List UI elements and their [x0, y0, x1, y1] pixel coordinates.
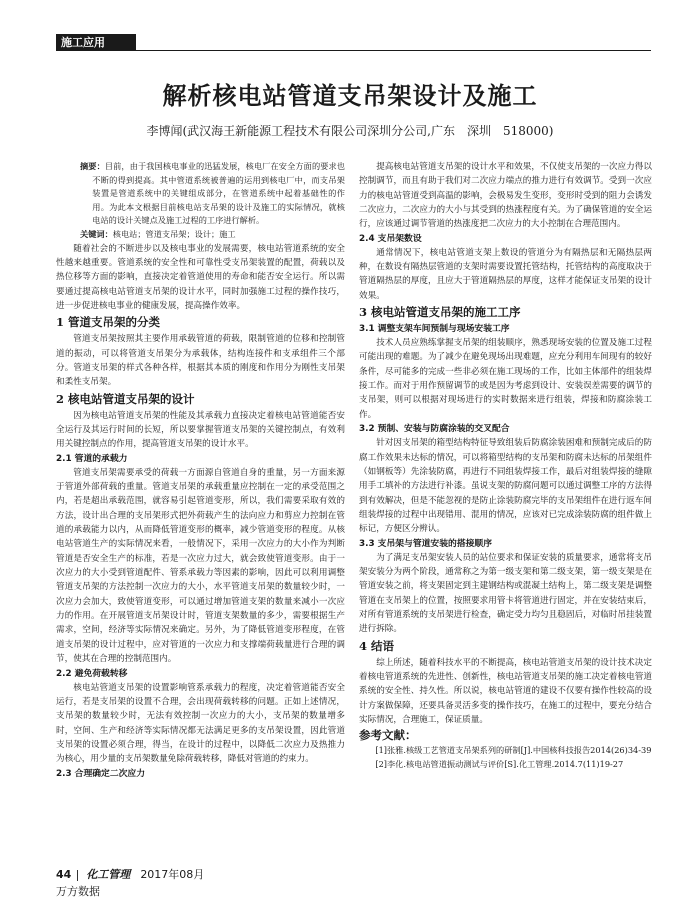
page-number: 44	[56, 868, 72, 881]
keywords-text: 核电站；管道支吊架；设计；施工	[112, 228, 236, 239]
subsection-heading-2-3: 2.3 合理确定二次应力	[56, 768, 146, 779]
magazine-logo: 化工管理	[86, 868, 131, 881]
left-column	[56, 160, 345, 781]
header-rule	[56, 50, 651, 51]
paragraph: 为了满足支吊架安装人员的站位要求和保证安装的质量要求，通常将支吊架安装分为两个阶段，通常称之为第一级支架和第二级支架，第一级支架是在管道安装之前，将支架固定到主建钢结构或混凝土结构上，第二级支架是调整管道在支吊架上的位置，按照要求用管卡将管道进行固定，并在安装结束后，对所有管道系统的支吊架进行检查，确定受力均匀且稳固后，对临时吊挂装置进行拆除。	[359, 552, 652, 635]
right-column	[359, 160, 652, 772]
keywords	[80, 228, 345, 242]
article-author: 李博闻(武汉海王新能源工程技术有限公司深圳分公司,广东 深圳 518000)	[146, 124, 554, 138]
section-heading-2: 2 核电站管道支吊架的设计	[56, 391, 195, 406]
paragraph: 核电站管道支吊架的设置影响管系承载力的程度，决定着管道能否安全运行，若是支吊架的设置不合理，会出现荷载转移的问题。正如上述情况，支吊架的数量较少时，无法有效控制一次应力的大小，支吊架的数量增多时，空间、生产和经济等实际情况都无法满足更多的支吊架设置，因此管道支吊架的设置必须合理，得当，在设计的过程中，以降低二次应力及热推力为核心，用少量的支吊架数量免除荷载转移，降低对管道的约束力。	[56, 682, 345, 765]
subsection-heading-2-2: 2.2 避免荷载转移	[56, 668, 128, 679]
paragraph: 针对因支吊架的箱型结构特征导致组装后防腐涂装困难和预制完成后的防腐工作效果未达标的情况，可以将箱型结构的支吊架和防腐未达标的吊架组件（如钢板等）先涂装防腐，再进行不同组装焊接工作，最后对组装焊接的缝隙用手工填补的方法进行补漆。虽说支架的防腐问题可以通过调整工序的方法得到有效解决，但是不能忽视的是防止涂装防腐完毕的支吊架组件在进行返车间组装焊接的过程中出现错用、混用的情况，应该对已完成涂装防腐的组件做上标记，方便区分辨认。	[359, 438, 652, 535]
paragraph: 提高核电站管道支吊架的设计水平和效果，不仅使支吊架的一次应力得以控制调节，而且有助于我们对二次应力端点的推力进行有效调节。受到一次应力的核电站管道受到高温的影响，会极易发生变形，变形时受到的阻力会诱发二次应力，二次应力的大小与其受到的热涨程度有关。为了确保管道的安全运行，应该通过调节管道的热涨度把二次应力的大小控制在合理范围内。	[359, 162, 652, 230]
paragraph: 技术人员应熟练掌握支吊架的组装顺序，熟悉现场安装的位置及施工过程可能出现的难题。为了减少在避免现场出现难题，应充分利用车间现有的较好条件，尽可能多的完成一些非必须在施工现场的工作，比如主体部件的组装焊接工作。而对于用作预留调节的或是因为考虑到设计、安装误差需要的调节的支吊架，则可以根据对现场进行的实时数据来进行组装，焊接和防腐涂装工作。	[359, 338, 652, 420]
issue-date: 2017年08月	[140, 868, 205, 881]
subsection-heading-2-4: 2.4 支吊架数设	[359, 233, 422, 244]
abstract-text: 目前，由于我国核电事业的迅猛发展，核电厂在安全方面的要求也不断的得到提高。其中管道系统被普遍的运用到核电厂中，而支吊架装置是管道系统中的关键组成部分，在管道系统中起着基础性的作用。为此本文根据目前核电站支吊架的设计及施工的实际情况，就核电站的设计关键点及施工过程的工序进行解析。	[92, 161, 345, 226]
paragraph: 管道支吊架需要承受的荷载一方面源自管道自身的重量，另一方面来源于管道外部荷载的重量。管道支吊架的承载重量应控制在一定的承受范围之内，若是超出承载范围，就容易引起管道变形，所以，我们需要采取有效的方法，设计出合理的支吊架形式把外荷载产生的法向应力和剪应力控制在管道的承载能力以内，从而降低管道变形的概率，减少管道变形的程度。从核电站管道生产的实际情况来看，一般情况下，采用一次应力的大小作为判断管道是否安全生产的标准，若是一次应力过大，就会致使管道变形。由于一次应力的大小受到管道配件、管系承载力等因素的影响，因此可以利用调整管道支吊架的方法控制一次应力的大小，水平管道支吊架的数量较少时，一次应力会加大，致使管道变形，可以通过增加管道支架的数量来减小一次应力的作用。在开展管道支吊架设计时，管道支架数量的多少，需要根据生产需求，空间，经济等实际情况来确定。另外，为了降低管道变形程度，在管道支吊架的设计过程中，应对管道的一次应力和支撑端荷载量进行合理的调节，使其在合理的控制范围内。	[56, 467, 345, 665]
intro-paragraph: 随着社会的不断进步以及核电事业的发展需要，核电站管道系统的安全性越来越重要。管道系统的安全性和可靠性受支吊架装置的配置，荷载以及热位移等方面的影响，直接决定着管道使用的寿命和能否安全运行。所以需要通过提高核电站管道支吊架的设计水平，同时加强施工过程的操作技巧，进一步促进核电事业的健康发展，提高操作效率。	[56, 243, 345, 311]
abstract-label: 摘要：	[80, 161, 105, 171]
page-footer	[56, 866, 204, 882]
paragraph: 因为核电站管道支吊架的性能及其承载力直接决定着核电站管道能否安全运行及其运行时间的长短，所以要掌握管道支吊架的关键控制点，有效利用关键控制点的作用，提高管道支吊架的设计水平。	[56, 410, 345, 450]
subsection-heading-2-1: 2.1 管道的承载力	[56, 453, 128, 464]
keywords-label: 关键词：	[80, 228, 113, 239]
subsection-heading-3-3: 3.3 支吊架与管道安装的搭接顺序	[359, 538, 493, 549]
footer-divider	[77, 870, 78, 881]
abstract	[80, 160, 345, 228]
database-watermark: 万方数据	[56, 885, 100, 898]
reference-item: [1]张雅.核级工艺管道支吊架系列的研制[J].中国核科技报告2014(26)34-39	[375, 745, 652, 756]
abstract-block	[56, 160, 345, 242]
reference-item: [2]李化.核电站管道振动测试与评价[S].化工管理.2014.7(11)19-27	[375, 758, 624, 769]
section-tag: 施工应用	[56, 34, 136, 51]
paragraph: 综上所述，随着科技水平的不断提高，核电站管道支吊架的设计技术决定着核电管道系统的先进性、创新性，核电站管道支吊架的施工决定着核电管道系统的安全性、持久性。所以说，核电站管道的建设不仅要有操作性较高的设计方案做保障，还要具备灵活多变的操作技巧，在施工的过程中，要充分结合实际情况，合理施工，保证质量。	[359, 657, 652, 725]
references-heading: 参考文献：	[359, 728, 417, 743]
section-heading-3: 3 核电站管道支吊架的施工工序	[359, 305, 521, 320]
paragraph: 管道支吊架按照其主要作用承载管道的荷载，限制管道的位移和控制管道的振动，可以将管道支吊架分为承载体，结构连接件和支承组件三个部分。管道支吊架的样式各种各样，根据其本质的刚度和作用分为刚性支吊架和柔性支吊架。	[56, 334, 345, 388]
subsection-heading-3-2: 3.2 预制、安装与防腐涂装的交叉配合	[359, 424, 510, 435]
section-heading-1: 1 管道支吊架的分类	[56, 315, 161, 330]
paragraph: 通常情况下，核电站管道支架上数设的管道分为有隔热层和无隔热层两种，在数设有隔热层管道的支架时需要设置托管结构，托管结构的高度取决于管道隔热层的厚度，且应大于管道隔热层的厚度，这样才能保证支吊架的设计效果。	[359, 247, 652, 301]
subsection-heading-3-1: 3.1 调整支架车间预制与现场安装工序	[359, 324, 510, 335]
article-title: 解析核电站管道支吊架设计及施工	[162, 82, 538, 110]
section-heading-4: 4 结语	[359, 638, 395, 653]
